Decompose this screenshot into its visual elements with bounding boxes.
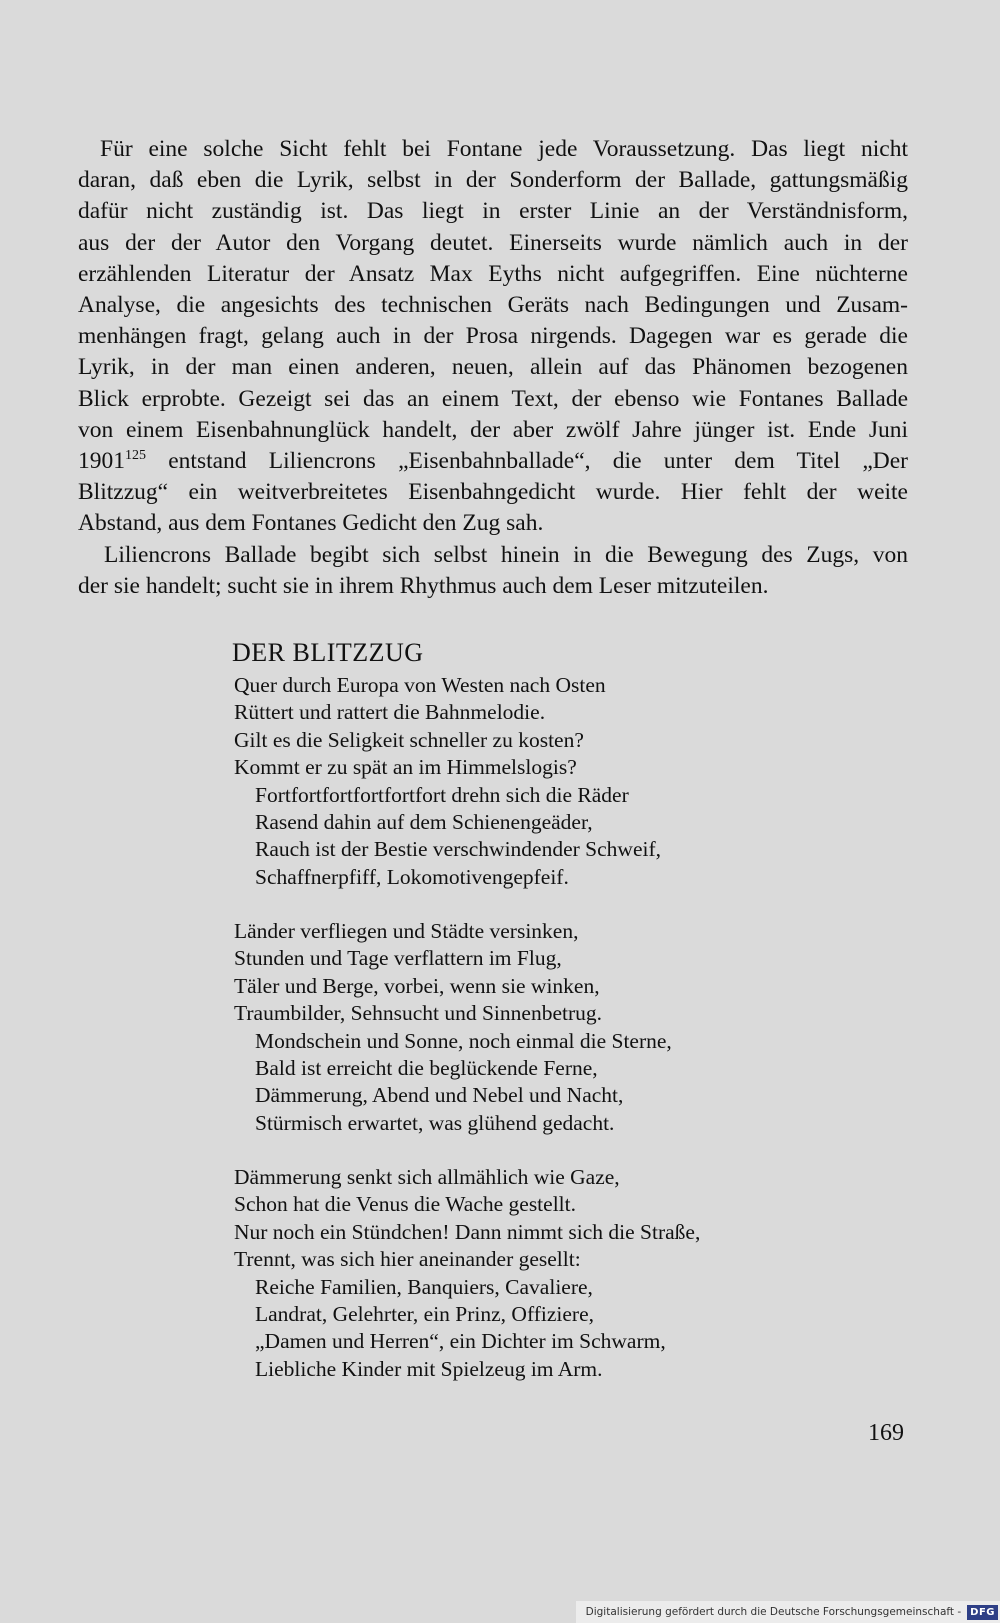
year-text: 1901 bbox=[78, 448, 125, 475]
text-line: Für eine solche Sicht fehlt bei Fontane jede Voraussetzung. Das liegt nicht bbox=[100, 136, 908, 162]
verse-line-indented: Rasend dahin auf dem Schienengeäder, bbox=[255, 810, 593, 835]
line-rest: entstand Liliencrons „Eisenbahnballade“, die unter dem Titel „Der bbox=[146, 448, 908, 475]
text-line: Lyrik, in der man einen anderen, neuen, allein auf das Phänomen bezogenen bbox=[78, 354, 908, 381]
verse-line: Kommt er zu spät an im Himmelslogis? bbox=[234, 755, 577, 780]
verse-line-indented: Bald ist erreicht die beglückende Ferne, bbox=[255, 1056, 598, 1081]
verse-line: Schon hat die Venus die Wache gestellt. bbox=[234, 1192, 576, 1217]
text-line: Analyse, die angesichts des technischen Geräts nach Bedingungen und Zusam- bbox=[78, 292, 908, 319]
verse-line-indented: Rauch ist der Bestie verschwindender Schweif, bbox=[255, 837, 661, 862]
poem-stanza-1 bbox=[234, 672, 661, 891]
poem-title: DER BLITZZUG bbox=[232, 638, 424, 667]
page-number: 169 bbox=[868, 1420, 904, 1446]
verse-line: Rüttert und rattert die Bahnmelodie. bbox=[234, 700, 546, 725]
text-line: Blick erprobte. Gezeigt sei das an einem Text, der ebenso wie Fontanes Ballade bbox=[78, 385, 908, 412]
poem-stanza-3 bbox=[234, 1164, 700, 1383]
footer-text: Digitalisierung gefördert durch die Deutsche Forschungsgemeinschaft - bbox=[585, 1606, 962, 1618]
verse-line: Gilt es die Seligkeit schneller zu kosten? bbox=[234, 727, 584, 752]
digitization-footer bbox=[576, 1601, 1000, 1623]
text-line: dafür nicht zuständig ist. Das liegt in erster Linie an der Verständnisform, bbox=[78, 198, 908, 225]
verse-line: Traumbilder, Sehnsucht und Sinnenbetrug. bbox=[234, 1001, 602, 1026]
text-line: erzählenden Literatur der Ansatz Max Eyths nicht aufgegriffen. Eine nüchterne bbox=[78, 260, 908, 287]
verse-line: Dämmerung senkt sich allmählich wie Gaze, bbox=[234, 1165, 620, 1189]
verse-line-indented: Mondschein und Sonne, noch einmal die Sterne, bbox=[255, 1028, 672, 1053]
verse-line-indented: Fortfortfortfortfortfort drehn sich die Räder bbox=[255, 782, 629, 807]
text-line: Blitzzug“ ein weitverbreitetes Eisenbahngedicht wurde. Hier fehlt der weite bbox=[78, 479, 908, 506]
verse-line-indented: Schaffnerpfiff, Lokomotivengepfeif. bbox=[255, 864, 569, 889]
verse-line-indented: „Damen und Herren“, ein Dichter im Schwarm, bbox=[255, 1329, 666, 1354]
poem-stanza-2 bbox=[234, 918, 672, 1137]
text-line: daran, daß eben die Lyrik, selbst in der Sonderform der Ballade, gattungsmäßig bbox=[78, 167, 908, 194]
text-line: der sie handelt; sucht sie in ihrem Rhythmus auch dem Leser mitzuteilen. bbox=[78, 572, 769, 599]
text-line: von einem Eisenbahnunglück handelt, der aber zwölf Jahre jünger ist. Ende Juni bbox=[78, 416, 908, 443]
verse-line: Nur noch ein Stündchen! Dann nimmt sich die Straße, bbox=[234, 1219, 701, 1244]
verse-line-indented: Reiche Familien, Banquiers, Cavaliere, bbox=[255, 1274, 593, 1299]
dfg-logo: DFG bbox=[967, 1605, 998, 1620]
verse-line-indented: Liebliche Kinder mit Spielzeug im Arm. bbox=[255, 1356, 603, 1381]
text-line: Abstand, aus dem Fontanes Gedicht den Zug sah. bbox=[78, 510, 544, 537]
verse-line: Stunden und Tage verflattern im Flug, bbox=[234, 946, 562, 971]
verse-line-indented: Stürmisch erwartet, was glühend gedacht. bbox=[255, 1110, 615, 1135]
verse-line: Täler und Berge, vorbei, wenn sie winken, bbox=[234, 973, 600, 998]
text-line-with-footnote bbox=[78, 446, 908, 477]
paragraph-1 bbox=[78, 134, 908, 540]
text-line: menhängen fragt, gelang auch in der Prosa nirgends. Dagegen war es gerade die bbox=[78, 323, 908, 350]
text-line: aus der der Autor den Vorgang deutet. Einerseits wurde nämlich auch in der bbox=[78, 229, 908, 256]
verse-line-indented: Landrat, Gelehrter, ein Prinz, Offiziere, bbox=[255, 1302, 595, 1327]
verse-line: Quer durch Europa von Westen nach Osten bbox=[234, 673, 606, 697]
footnote-ref: 125 bbox=[125, 448, 146, 464]
verse-line-indented: Dämmerung, Abend und Nebel und Nacht, bbox=[255, 1083, 624, 1108]
verse-line: Trennt, was sich hier aneinander gesellt: bbox=[234, 1247, 581, 1272]
paragraph-2 bbox=[78, 540, 908, 602]
prose-body bbox=[78, 134, 908, 602]
text-line: Liliencrons Ballade begibt sich selbst hinein in die Bewegung des Zugs, von bbox=[104, 541, 908, 568]
verse-line: Länder verfliegen und Städte versinken, bbox=[234, 919, 579, 943]
